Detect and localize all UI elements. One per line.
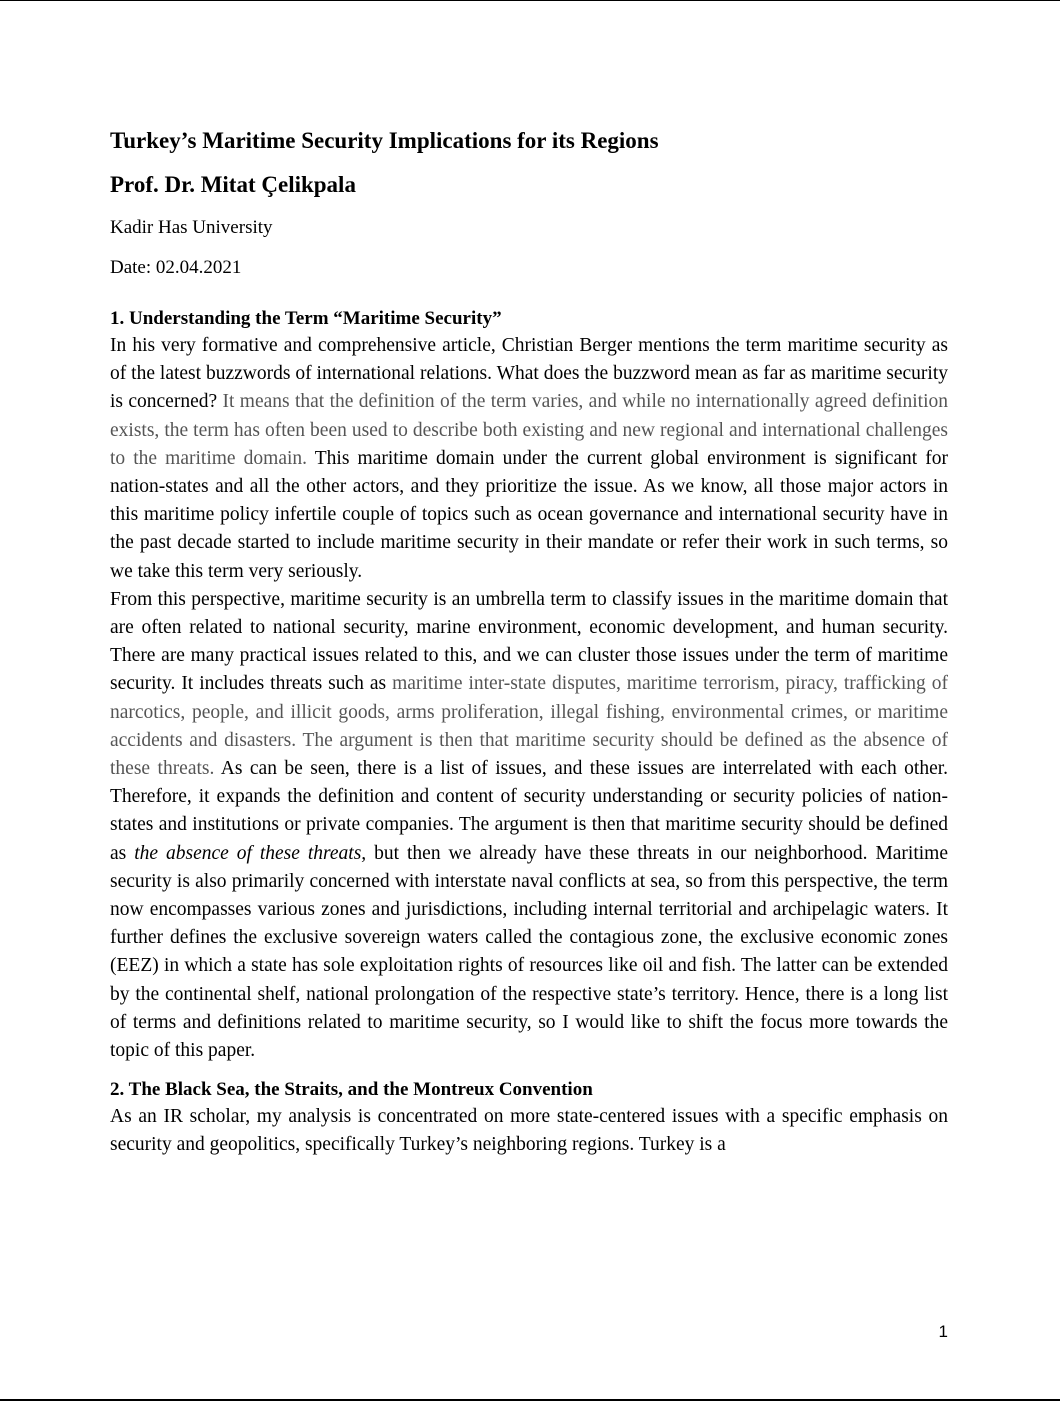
paragraph-text: but then we already have these threats in our neighborhood. Maritime security is also primarily concerned with interstate naval conflicts at sea, so from this perspective, the term now encompasses various zones and jurisdictions, including internal territorial and archipelagic waters. It further defines the exclusive sovereign waters called the contagious zone, the exclusive economic zones (EEZ) in which a state has sole exploitation rights of resources like oil and fish. The latter can be extended by the continental shelf, national prolongation of the respective state’s territory. Hence, there is a long list of terms and definitions related to maritime security, so I would like to shift the focus more towards the topic of this paper. — [110, 842, 949, 1062]
page-number: 1 — [938, 1322, 948, 1341]
author-name: Prof. Dr. Mitat Çelikpala — [110, 172, 356, 197]
page-bottom-edge — [0, 1399, 1060, 1401]
paragraph-text: As can be seen, there is a list of issues, and these issues are interrelated with each other. Therefore, it expands the definition and content of security understanding or security policies of nation-states and institutions or private companies. The argument is then that maritime security should be defined as — [110, 758, 949, 864]
section-1-heading: 1. Understanding the Term “Maritime Security” — [110, 308, 502, 329]
document-date: Date: 02.04.2021 — [110, 257, 242, 278]
paragraph-text: From this perspective, maritime security is an umbrella term to classify issues in the maritime domain that are often related to national security, marine environment, economic development, and human security. There are many practical issues related to this, and we can cluster those issues under the term of maritime security. It includes threats such as — [110, 588, 948, 695]
paragraph-text: This maritime domain under the current global environment is significant for nation-states and all the other actors, and they prioritize the issue. As we know, all those major actors in this maritime policy infertile couple of topics such as ocean governance and international security have in the past decade started to include maritime security in their mandate or refer their work in such terms, so we take this term very seriously. — [110, 447, 949, 582]
document-title: Turkey’s Maritime Security Implications for its Regions — [110, 128, 659, 153]
paragraph-text-gray: maritime inter-state disputes, maritime terrorism, piracy, trafficking of narcotics, people, and illicit goods, arms proliferation, illegal fishing, environmental crimes, or maritime accidents and disasters. The argument is then that maritime security should be defined as the absence of these threats. — [110, 673, 948, 780]
section-2-paragraph-1: As an IR scholar, my analysis is concentrated on more state-centered issues with a specific emphasis on security and geopolitics, specifically Turkey’s neighboring regions. Turkey is a — [110, 1106, 948, 1156]
section-1-paragraph-2 — [110, 586, 948, 1065]
section-2-heading: 2. The Black Sea, the Straits, and the Montreux Convention — [110, 1079, 593, 1101]
document-page — [110, 125, 948, 1160]
paragraph-text: In his very formative and comprehensive article, Christian Berger mentions the term maritime security as of the latest buzzwords of international relations. What does the buzzword mean as far as maritime security is concerned? — [110, 335, 948, 413]
section-1-paragraph-1 — [110, 332, 948, 586]
page-top-edge — [0, 0, 1060, 1]
paragraph-text-italic: the absence of these threats, — [134, 842, 367, 864]
affiliation: Kadir Has University — [110, 217, 273, 238]
paragraph-text-gray: It means that the definition of the term varies, and while no internationally agreed definition exists, the term has often been used to describe both existing and new regional and international challenges to the maritime domain. — [110, 391, 948, 469]
